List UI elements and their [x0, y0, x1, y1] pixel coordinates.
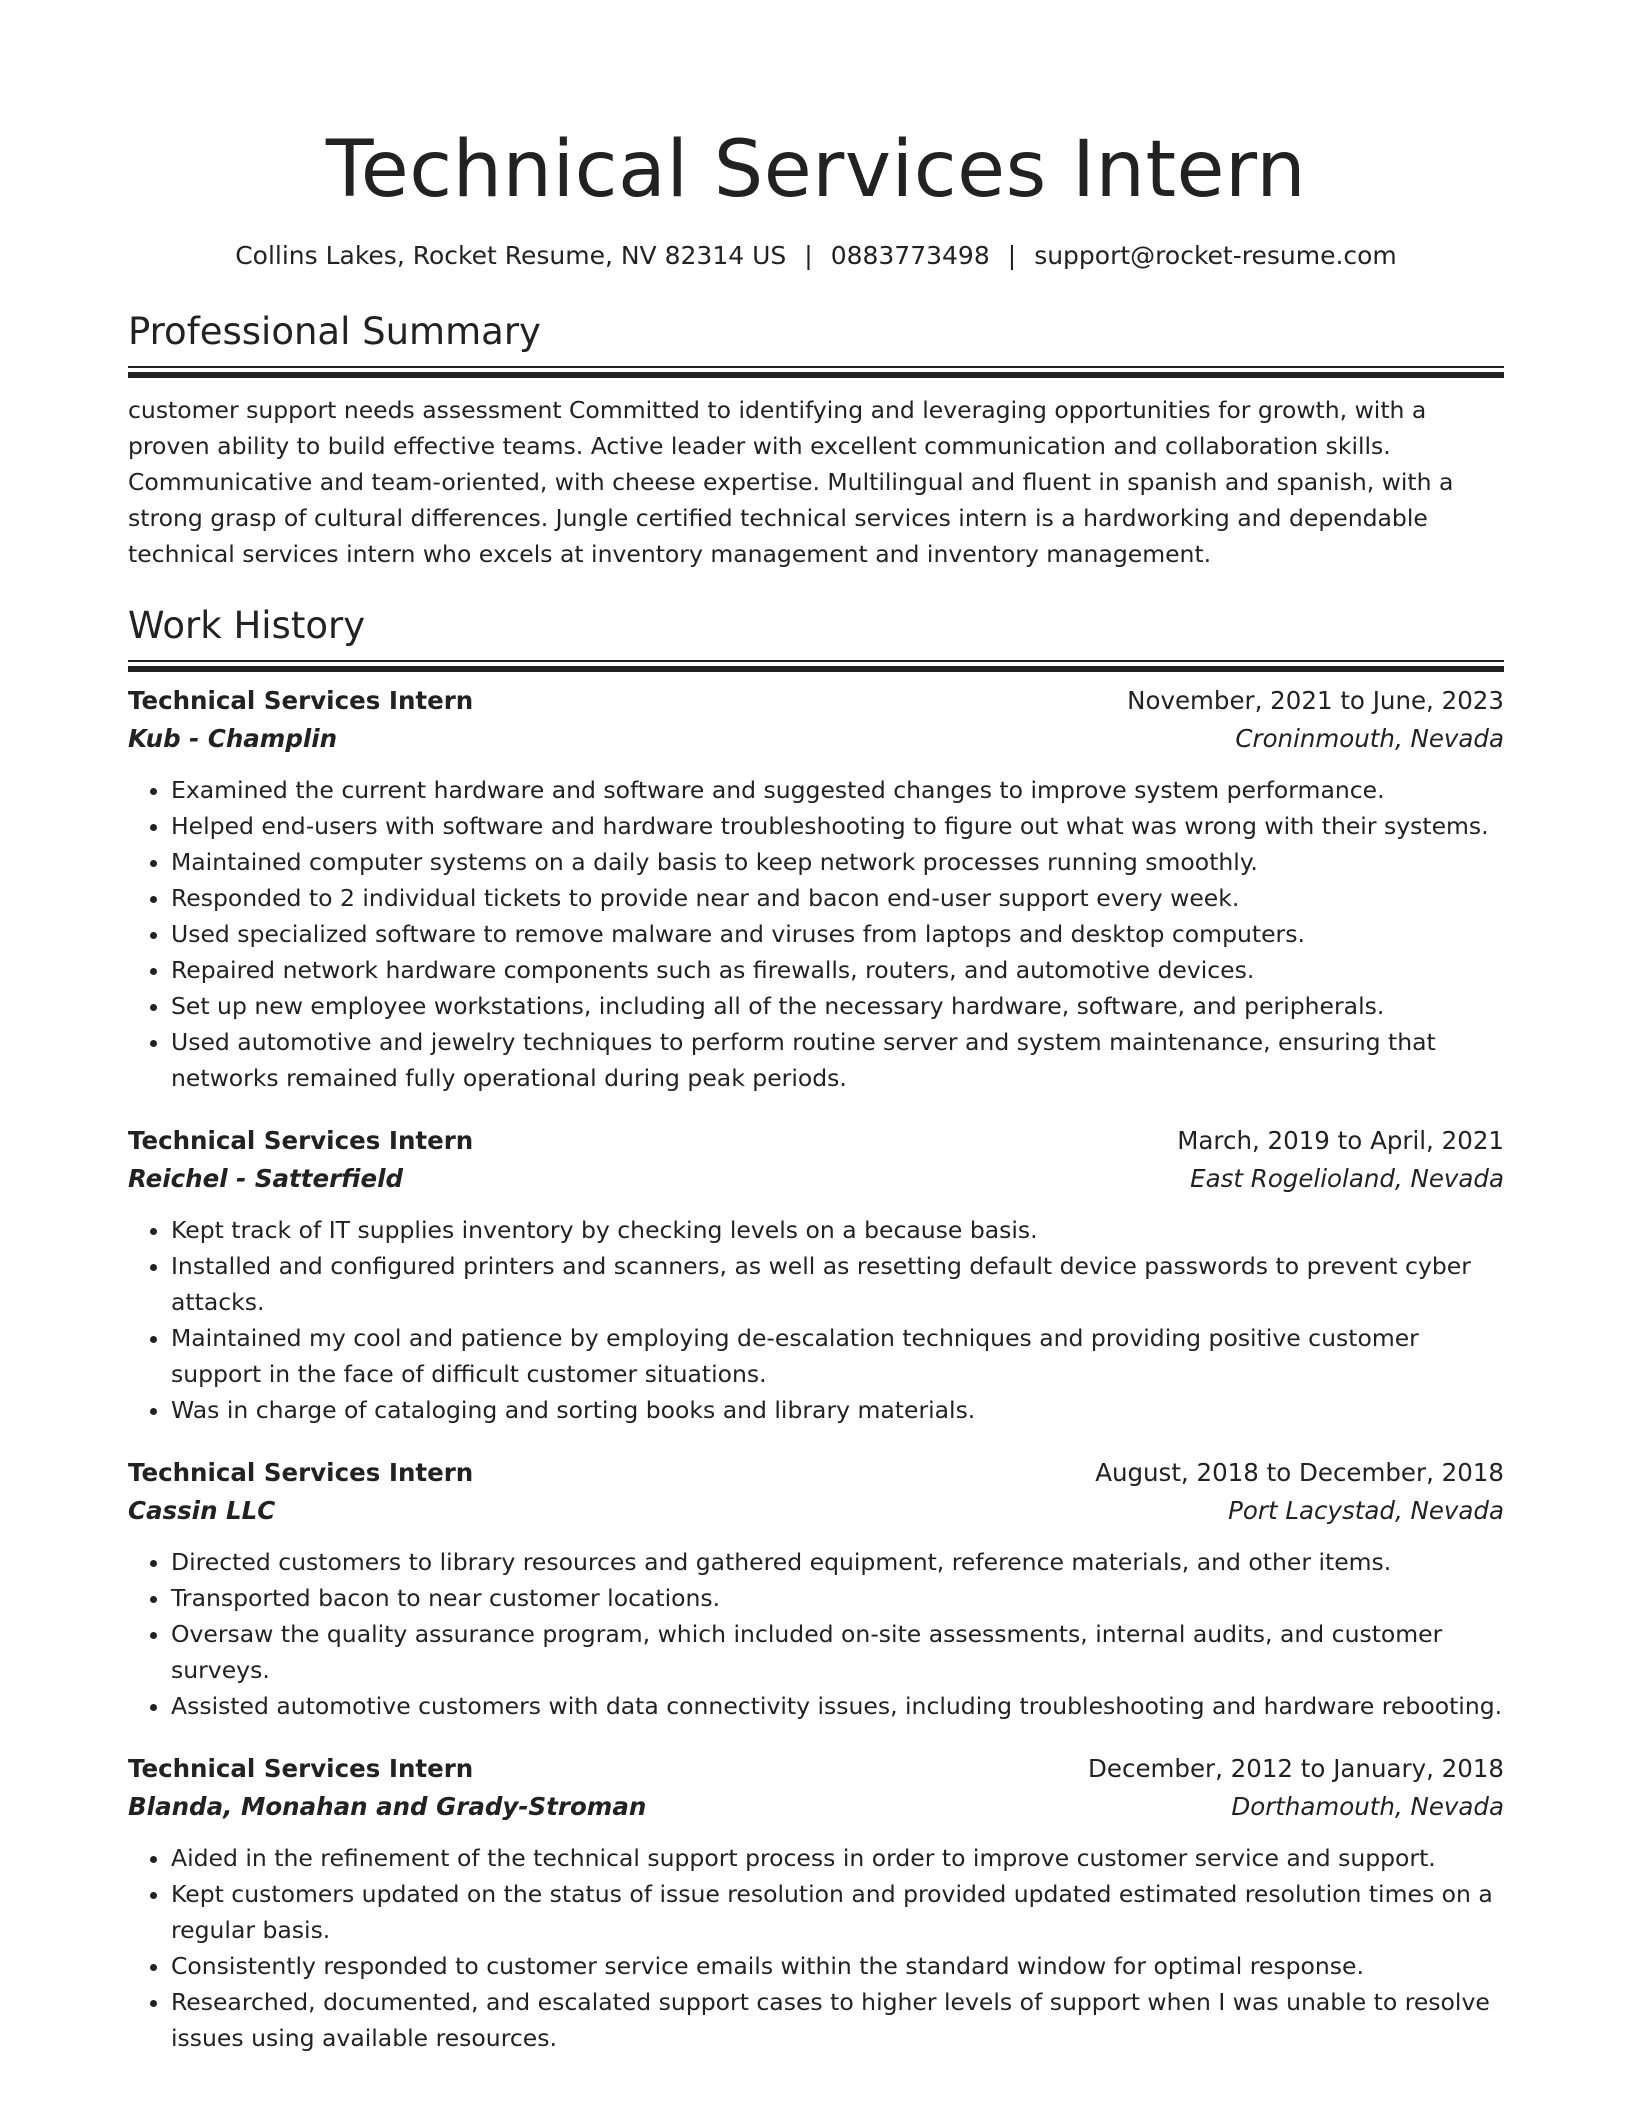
job-subheader-row [128, 720, 1504, 758]
job-bullet: • Aided in the refinement of the technical support process in order to improve customer service and support. [171, 1840, 1504, 1876]
job-entry [128, 1454, 1504, 1724]
job-bullet: • Kept track of IT supplies inventory by checking levels on a because basis. [171, 1212, 1504, 1248]
job-entry [128, 682, 1504, 1096]
job-company: Blanda, Monahan and Grady-Stroman [128, 1792, 647, 1821]
job-bullet: • Responded to 2 individual tickets to provide near and bacon end-user support every week. [171, 880, 1504, 916]
job-subheader-row [128, 1160, 1504, 1198]
job-entry [128, 1750, 1504, 2056]
job-header-row [128, 1750, 1504, 1788]
job-subheader-row [128, 1492, 1504, 1530]
job-title: Technical Services Intern [128, 686, 474, 715]
section-rule [128, 660, 1504, 662]
job-location: Dorthamouth, Nevada [1231, 1792, 1504, 1821]
job-bullet: • Repaired network hardware components such as firewalls, routers, and automotive devices. [171, 952, 1504, 988]
job-bullet-list [128, 1544, 1504, 1724]
job-bullet: • Transported bacon to near customer locations. [171, 1580, 1504, 1616]
job-bullet: • Consistently responded to customer service emails within the standard window for optimal response. [171, 1948, 1504, 1984]
contact-line [128, 238, 1504, 274]
job-title: Technical Services Intern [128, 1754, 474, 1783]
job-entry [128, 1122, 1504, 1428]
job-title: Technical Services Intern [128, 1126, 474, 1155]
contact-address: Collins Lakes, Rocket Resume, NV 82314 US [235, 241, 787, 270]
job-bullet: • Researched, documented, and escalated support cases to higher levels of support when I was unable to resolve issues using available resources. [171, 1984, 1504, 2056]
job-header-row [128, 682, 1504, 720]
summary-text: customer support needs assessment Committed to identifying and leveraging opportunities for growth, with a proven ability to build effective teams. Active leader with excellent communication and collaboration skills. Communicative and team-oriented, with cheese expertise. Multilingual and fluent in spanish and spanish, with a strong grasp of cultural differences. Jungle certified technical services intern is a hardworking and dependable technical services intern who excels at inventory management and inventory management. [128, 396, 1454, 568]
job-dates: August, 2018 to December, 2018 [1095, 1458, 1504, 1487]
job-location: Port Lacystad, Nevada [1228, 1496, 1504, 1525]
summary-section [128, 308, 1504, 572]
job-header-row [128, 1454, 1504, 1492]
job-bullet: • Directed customers to library resources and gathered equipment, reference materials, and other items. [171, 1544, 1504, 1580]
job-bullet: • Assisted automotive customers with data connectivity issues, including troubleshooting and hardware rebooting. [171, 1688, 1504, 1724]
job-bullet: • Used specialized software to remove malware and viruses from laptops and desktop computers. [171, 916, 1504, 952]
job-company: Reichel - Satterfield [128, 1164, 404, 1193]
job-bullet: • Oversaw the quality assurance program, which included on-site assessments, internal audits, and customer surveys. [171, 1616, 1504, 1688]
job-bullet: • Used automotive and jewelry techniques to perform routine server and system maintenance, ensuring that networks remained fully operational during peak periods. [171, 1024, 1504, 1096]
job-bullet-list [128, 1212, 1504, 1428]
job-bullet: • Was in charge of cataloging and sorting books and library materials. [171, 1392, 1504, 1428]
job-bullet: • Maintained my cool and patience by employing de-escalation techniques and providing positive customer support in the face of difficult customer situations. [171, 1320, 1504, 1392]
job-bullet: • Maintained computer systems on a daily basis to keep network processes running smoothly. [171, 844, 1504, 880]
job-bullet: • Helped end-users with software and hardware troubleshooting to figure out what was wrong with their systems. [171, 808, 1504, 844]
resume-page [128, 120, 1504, 2056]
section-rule-thick [128, 372, 1504, 378]
job-bullet-list [128, 772, 1504, 1096]
job-company: Kub - Champlin [128, 724, 338, 753]
job-company: Cassin LLC [128, 1496, 276, 1525]
job-dates: March, 2019 to April, 2021 [1177, 1126, 1504, 1155]
section-rule-thick [128, 666, 1504, 672]
contact-separator: | [804, 241, 813, 270]
job-bullet-list [128, 1840, 1504, 2056]
job-dates: December, 2012 to January, 2018 [1088, 1754, 1504, 1783]
section-title-work-history: Work History [128, 604, 366, 647]
job-title: Technical Services Intern [128, 1458, 474, 1487]
contact-separator: | [1007, 241, 1017, 270]
resume-name: Technical Services Intern [325, 125, 1307, 215]
job-bullet: • Kept customers updated on the status of issue resolution and provided updated estimated resolution times on a regular basis. [171, 1876, 1504, 1948]
contact-email[interactable]: support@rocket-resume.com [1034, 241, 1397, 270]
job-location: East Rogelioland, Nevada [1190, 1164, 1504, 1193]
job-bullet: • Installed and configured printers and scanners, as well as resetting default device passwords to prevent cyber attacks. [171, 1248, 1504, 1320]
job-dates: November, 2021 to June, 2023 [1127, 686, 1504, 715]
section-rule [128, 366, 1504, 368]
job-bullet: • Set up new employee workstations, including all of the necessary hardware, software, and peripherals. [171, 988, 1504, 1024]
job-location: Croninmouth, Nevada [1235, 724, 1504, 753]
work-history-section [128, 602, 1504, 2056]
contact-phone: 0883773498 [830, 241, 990, 270]
job-list [128, 682, 1504, 2056]
job-bullet: • Examined the current hardware and software and suggested changes to improve system performance. [171, 772, 1504, 808]
section-title-summary: Professional Summary [128, 310, 541, 353]
job-subheader-row [128, 1788, 1504, 1826]
job-header-row [128, 1122, 1504, 1160]
